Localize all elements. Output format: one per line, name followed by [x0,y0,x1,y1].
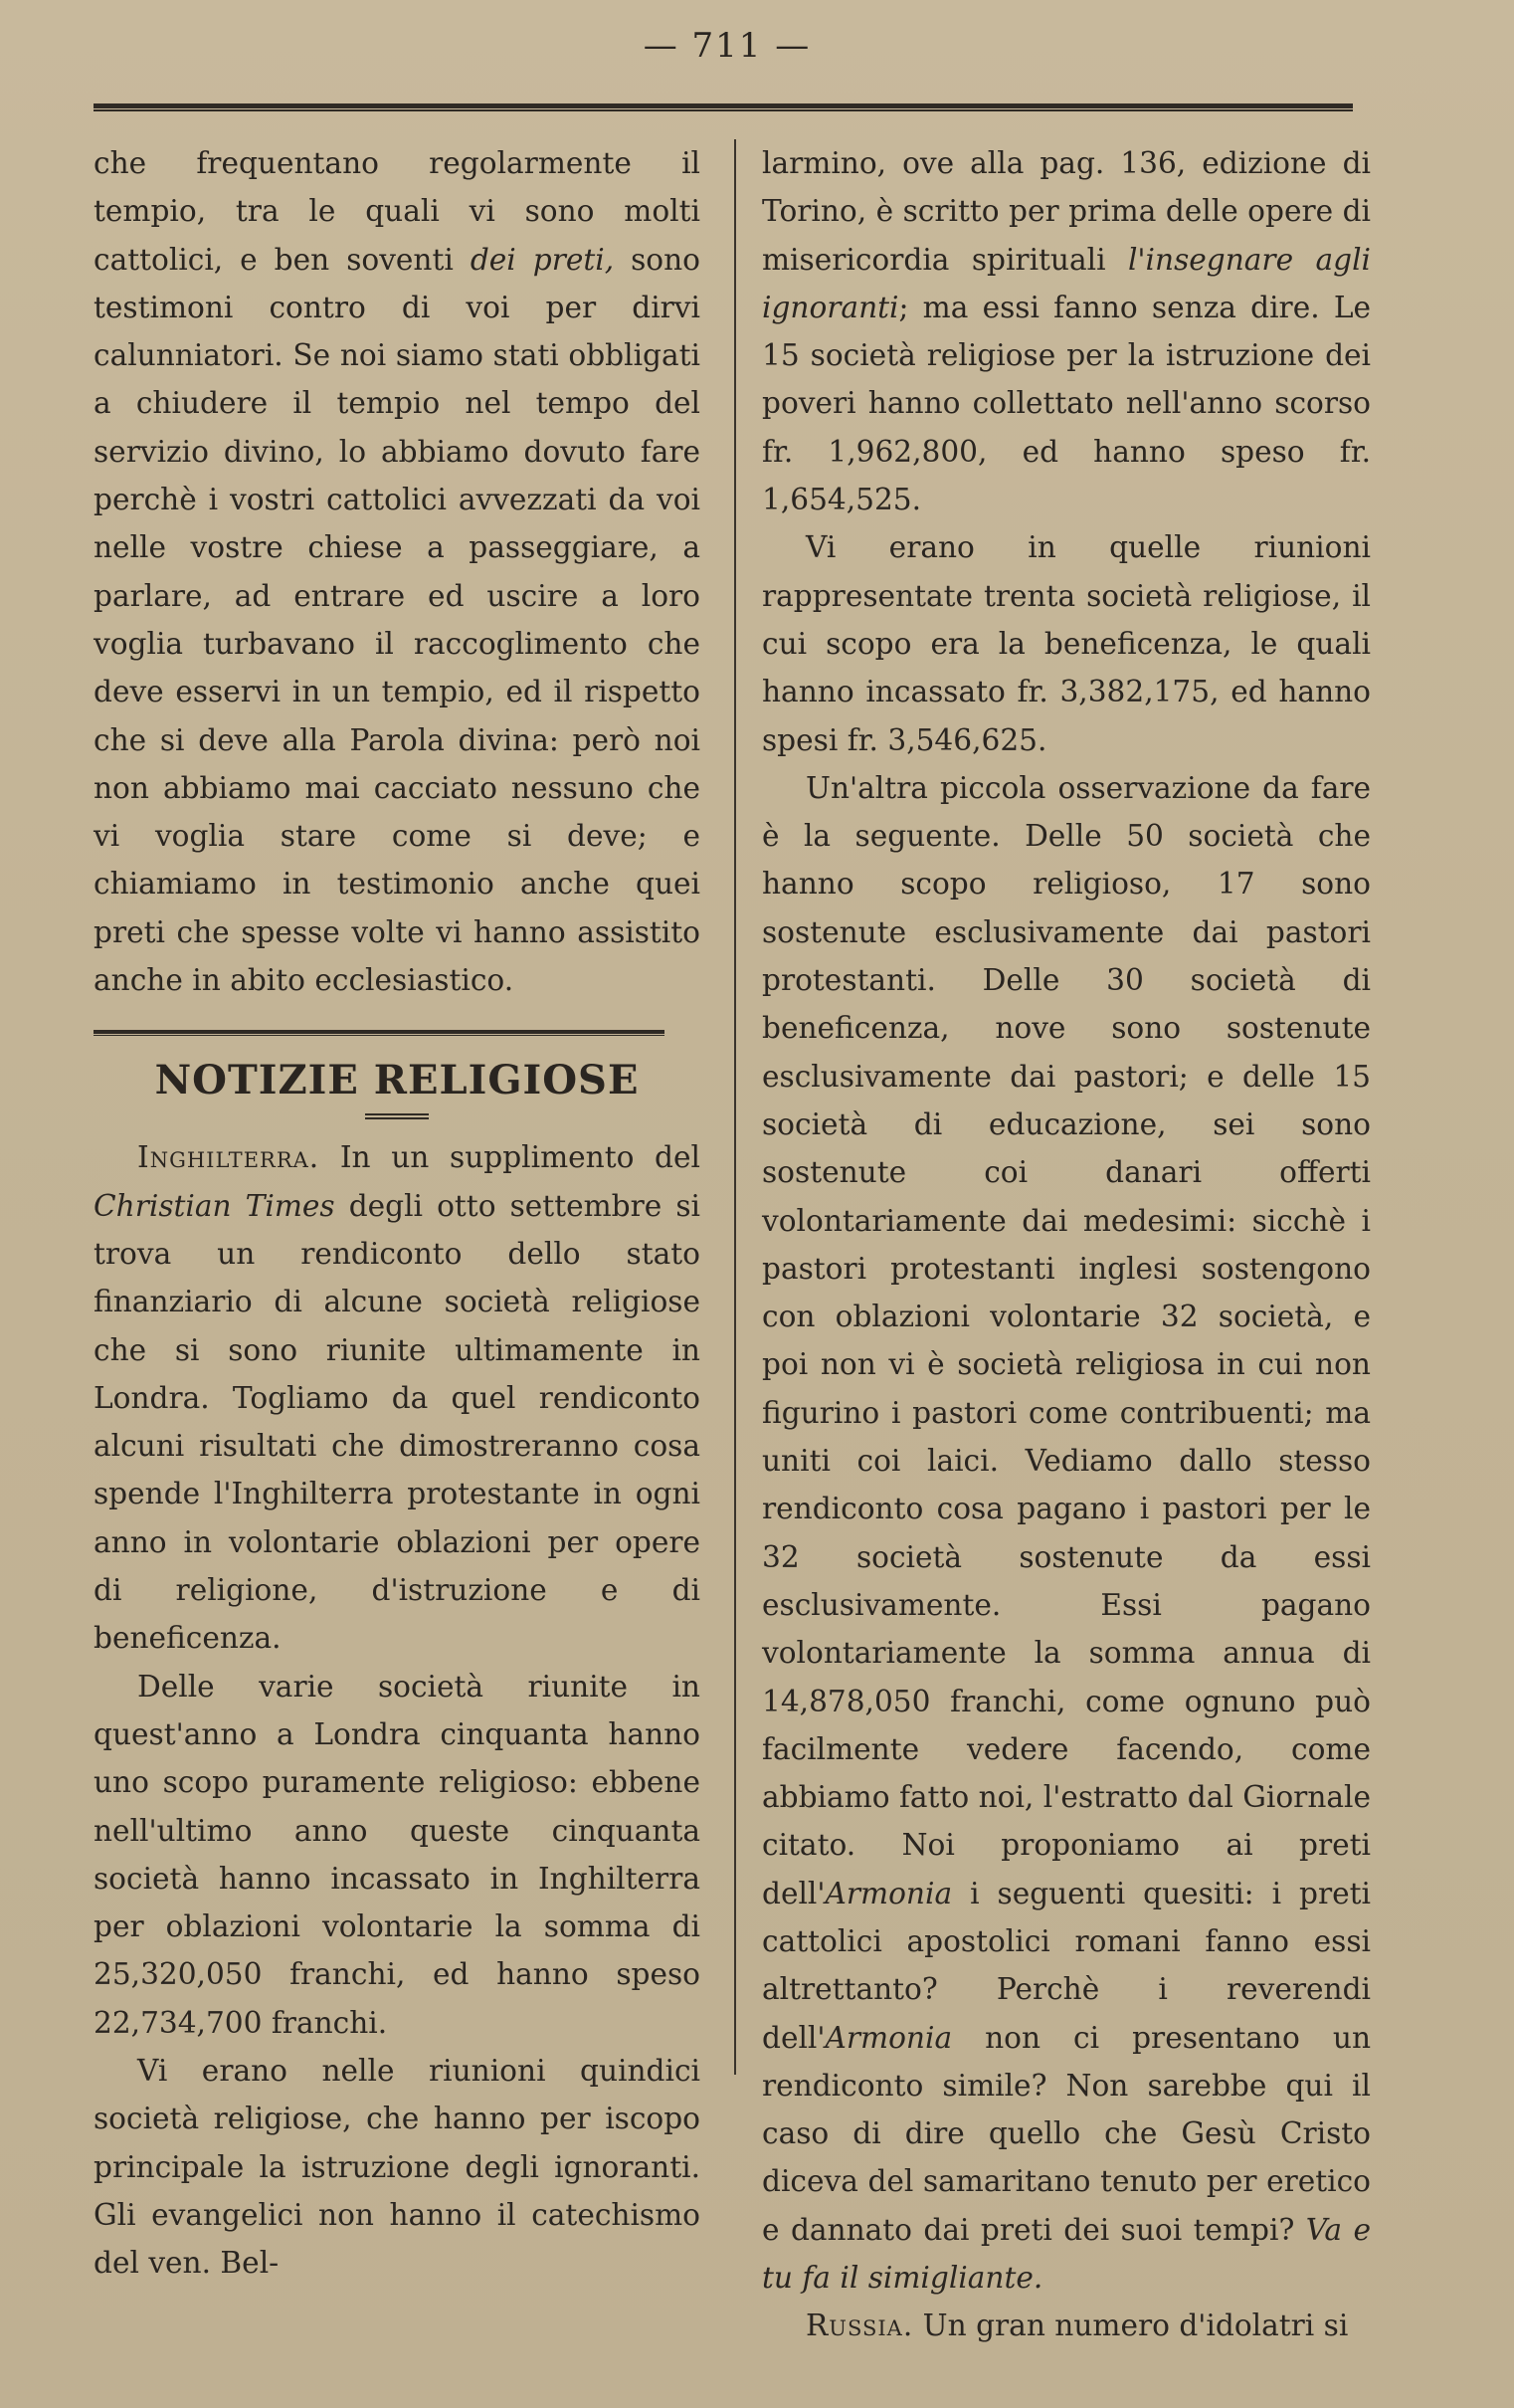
place-name: Inghilterra. [137,1140,320,1175]
right-paragraph-3: Un'altra piccola osservazione da fare è la seguente. Delle 50 società che hanno scopo religioso, 17 sono sostenute esclusivamente dai pastori protestanti. Delle 30 società di beneficenza, nove sono sostenute esclusivamente dai pastori; e delle 15 società di educazione, sei sono sostenute coi danari offerti volontariamente dai medesimi: sicchè i pastori protestanti inglesi sostengono con oblazioni volontarie 32 società, e poi non vi è società religiosa in cui non figurino i pastori come contribuenti; ma uniti coi laici. Vediamo dallo stesso rendiconto cosa pagano i pastori per le 32 società sostenute da essi esclusivamente. Essi pagano volontariamente la somma annua di 14,878,050 franchi, come ognuno può facilmente vedere facendo, come abbiamo fatto noi, l'estratto dal Giornale citato. Noi proponiamo ai preti dell'Armonia i seguenti quesiti: i preti cattolici apostolici romani fanno essi altrettanto? Perchè i reverendi dell'Armonia non ci presentano un rendiconto simile? Non sarebbe qui il caso di dire quello che Gesù Cristo diceva del samaritano tenuto per eretico e dannato dai preti dei suoi tempi? Va e tu fa il simigliante. [762,770,1372,2296]
left-column [94,139,700,2287]
news-russia: Russia. Un gran numero d'idolatri si [806,2308,1349,2343]
right-column [762,139,1371,2350]
page-number: — 711 — [643,26,812,66]
left-paragraph-1: che frequentano regolarmente il tempio, tra le quali vi sono molti cattolici, e ben soventi dei preti, sono testimoni contro di voi per dirvi calunniatori. Se noi siamo stati obbligati a chiudere il tempio nel tempo del servizio divino, lo abbiamo dovuto fare perchè i vostri cattolici avvezzati da voi nelle vostre chiese a passeggiare, a parlare, ad entrare ed uscire a loro voglia turbavano il raccoglimento che deve esservi in un tempio, ed il rispetto che si deve alla Parola divina: però noi non abbiamo mai cacciato nessuno che vi voglia stare come si deve; e chiamiamo in testimonio anche quei preti che spesse volte vi hanno assistito anche in abito ecclesiastico. [94,146,700,998]
section-title: NOTIZIE RELIGIOSE [154,1057,640,1104]
right-paragraph-1: larmino, ove alla pag. 136, edizione di Torino, è scritto per prima delle opere di misericordia spirituali l'insegnare agli ignoranti; ma essi fanno senza dire. Le 15 società religiose per la istruzione dei poveri hanno collettato nell'anno scorso fr. 1,962,800, ed hanno speso fr. 1,654,525. [762,146,1371,517]
header-rule [94,103,1353,111]
news-inghilterra: Inghilterra. In un supplimento del Christian Times degli otto settembre si trova un rendiconto dello stato finanziario di alcune società religiose che si sono riunite ultimamente in Londra. Togliamo da quel rendiconto alcuni risultati che dimostreranno cosa spende l'Inghilterra protestante in ogni anno in volontarie oblazioni per opere di religione, d'istruzione e di beneficenza. [94,1140,700,1656]
left-paragraph-4: Vi erano nelle riunioni quindici società religiose, che hanno per iscopo principale la istruzione degli ignoranti. Gli evangelici non hanno il catechismo del ven. Bel- [94,2053,700,2281]
section-rule [94,1030,664,1036]
column-divider [734,139,736,2075]
title-double-rule [365,1113,429,1119]
left-paragraph-3: Delle varie società riunite in quest'anno a Londra cinquanta hanno uno scopo puramente religioso: ebbene nell'ultimo anno queste cinquanta società hanno incassato in Inghilterra per oblazioni volontarie la somma di 25,320,050 franchi, ed hanno speso 22,734,700 franchi. [94,1669,700,2040]
right-paragraph-2: Vi erano in quelle riunioni rappresentate trenta società religiose, il cui scopo era la beneficenza, le quali hanno incassato fr. 3,382,175, ed hanno spesi fr. 3,546,625. [762,530,1371,757]
place-name: Russia. [806,2308,914,2343]
